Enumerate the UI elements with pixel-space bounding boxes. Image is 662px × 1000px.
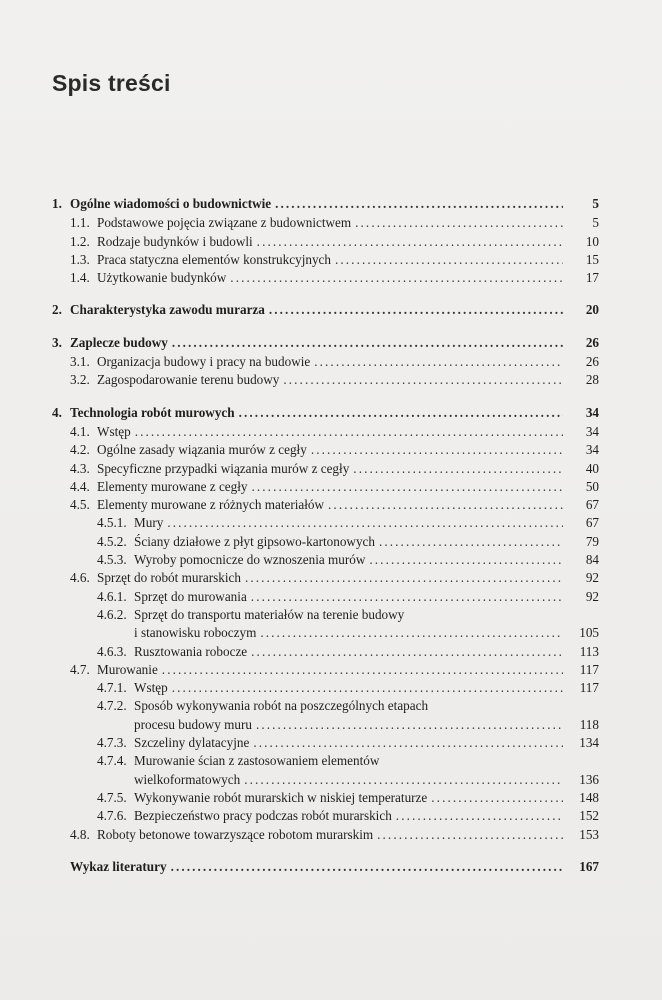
toc-entry-line [70,234,599,250]
toc-entry-title: Roboty betonowe towarzyszące robotom murarskim [97,826,374,842]
toc-entry-title: Sprzęt do transportu materiałów na terenie budowy [134,606,405,622]
toc-entry-page: 15 [585,251,599,267]
toc-gap [52,391,599,405]
toc-entry [52,589,599,607]
toc-entry-line [70,252,599,268]
toc-entry-line [70,372,599,388]
toc-entry [52,859,599,877]
toc-gap [52,845,599,859]
toc-entry [52,215,599,233]
table-of-contents [52,196,599,877]
toc-entry [52,335,599,353]
toc-entry-line [97,534,599,550]
toc-entry-title: Wstęp [97,423,131,439]
toc-entry-number: 4.4. [70,478,90,494]
toc-entry-title-continued: procesu budowy muru [134,716,252,732]
toc-entry-page: 117 [579,680,599,696]
toc-entry-title: Technologia robót murowych [70,404,235,420]
toc-entry-title: Sprzęt do murowania [134,588,247,604]
toc-entry-page: 134 [579,735,599,751]
toc-leader-dots [239,405,563,421]
toc-entry [52,270,599,288]
toc-entry-number: 1. [52,196,62,211]
toc-entry-title: Charakterystyka zawodu murarza [70,302,265,318]
toc-leader-dots [251,589,563,605]
toc-entry-line [97,589,599,605]
toc-entry-number: 1.4. [70,270,90,286]
toc-entry-page: 67 [585,515,599,531]
toc-entry-line [97,644,599,660]
toc-entry-number: 4. [52,404,62,420]
toc-leader-dots [431,790,563,806]
toc-entry-title: Wykonywanie robót murarskich w niskiej temperaturze [134,789,428,805]
toc-entry-number: 4.8. [70,826,90,842]
toc-entry-line [97,753,599,769]
toc-entry-title: Praca statyczna elementów konstrukcyjnych [97,251,331,267]
toc-entry-title: Sposób wykonywania robót na poszczególnych etapach [134,698,429,714]
toc-entry [52,515,599,533]
toc-leader-dots [172,680,563,696]
toc-entry-title: Wstęp [134,680,168,696]
toc-entry-page: 92 [585,588,599,604]
toc-entry [52,552,599,570]
toc-entry-number: 4.6.3. [97,643,127,659]
toc-entry-number: 3. [52,334,62,350]
toc-leader-dots [335,252,563,268]
toc-entry-title: Zagospodarowanie terenu budowy [97,372,280,388]
toc-leader-dots [230,270,563,286]
toc-entry [52,442,599,460]
toc-entry-line [70,424,599,440]
toc-leader-dots [353,461,563,477]
toc-entry-line [52,302,599,318]
toc-entry-title-continued: i stanowisku roboczym [134,625,257,641]
toc-entry-number: 4.7. [70,661,90,677]
toc-entry [52,662,599,680]
toc-entry [52,252,599,270]
toc-entry-line [70,479,599,495]
toc-entry [52,497,599,515]
toc-leader-dots [256,717,563,733]
toc-entry-title: Mury [134,515,164,531]
toc-entry-number: 4.3. [70,460,90,476]
toc-entry-number: 4.5.3. [97,552,127,568]
toc-entry-page: 34 [585,423,599,439]
toc-entry-page: 50 [585,478,599,494]
toc-entry-page: 79 [585,533,599,549]
toc-entry-title: Bezpieczeństwo pracy podczas robót murarskich [134,808,392,824]
toc-entry-number: 1.3. [70,251,90,267]
toc-gap [52,321,599,335]
toc-entry [52,405,599,423]
toc-entry-number: 4.7.1. [97,680,127,696]
toc-leader-dots [396,808,563,824]
toc-entry-page: 152 [579,808,599,824]
toc-entry-line [70,354,599,370]
toc-entry-page: 17 [585,270,599,286]
toc-entry-title: Ogólne wiadomości o budownictwie [70,196,272,211]
toc-entry-title: Murowanie ścian z zastosowaniem elementów [134,753,380,769]
toc-entry [52,234,599,252]
toc-entry-line [97,698,599,714]
toc-entry-number: 4.5.1. [97,515,127,531]
toc-entry-page: 40 [585,460,599,476]
toc-entry-page: 5 [592,196,599,211]
toc-leader-dots [275,196,563,212]
toc-entry-page: 67 [585,497,599,513]
toc-leader-dots [252,479,564,495]
toc-entry-number: 4.7.6. [97,808,127,824]
toc-entry-title: Specyficzne przypadki wiązania murów z cegły [97,460,350,476]
toc-entry-title: Murowanie [97,661,158,677]
toc-entry [52,534,599,552]
toc-leader-dots [260,625,563,641]
toc-entry-line [97,680,599,696]
toc-entry-number: 4.5. [70,497,90,513]
toc-entry-title: Elementy murowane z różnych materiałów [97,497,325,513]
toc-entry-page: 113 [579,643,599,659]
toc-leader-dots [251,644,563,660]
toc-entry-line [97,515,599,531]
toc-entry [52,354,599,372]
toc-entry-line [97,790,599,806]
toc-gap [52,288,599,302]
toc-entry-number: 2. [52,302,62,318]
toc-entry-number: 3.2. [70,372,90,388]
toc-entry [52,735,599,753]
toc-leader-dots [253,735,563,751]
toc-entry-page: 34 [585,442,599,458]
toc-leader-dots [172,335,563,351]
toc-entry-number: 4.7.2. [97,698,127,714]
toc-entry-number: 1.1. [70,215,90,231]
toc-entry-title: Szczeliny dylatacyjne [134,735,250,751]
toc-entry-page: 34 [585,404,599,420]
toc-leader-dots [377,827,563,843]
toc-entry-page: 167 [579,858,599,874]
toc-entry-number: 4.6. [70,570,90,586]
toc-entry-number: 4.6.2. [97,606,127,622]
toc-entry-page: 118 [579,716,599,732]
toc-leader-dots [355,215,563,231]
toc-entry-title: Ogólne zasady wiązania murów z cegły [97,442,307,458]
toc-leader-dots [135,424,563,440]
toc-leader-dots [162,662,563,678]
toc-entry-line [70,215,599,231]
toc-leader-dots [379,534,563,550]
toc-entry-title: Sprzęt do robót murarskich [97,570,241,586]
toc-entry-page: 136 [579,771,599,787]
toc-entry-page: 84 [585,552,599,568]
toc-leader-dots [269,302,563,318]
toc-entry-title: Wykaz literatury [70,858,167,874]
toc-entry-line [134,772,599,788]
toc-entry-line [97,735,599,751]
toc-entry-page: 5 [592,215,599,231]
toc-entry-page: 92 [585,570,599,586]
toc-entry-number: 4.1. [70,423,90,439]
toc-entry-title: Zaplecze budowy [70,334,168,350]
toc-entry-line [70,461,599,477]
toc-entry-page: 105 [579,625,599,641]
toc-entry [52,607,599,644]
toc-entry-title: Rodzaje budynków i budowli [97,233,253,249]
toc-entry-line [134,717,599,733]
toc-entry-title: Wyroby pomocnicze do wznoszenia murów [134,552,366,568]
toc-entry-line [70,827,599,843]
toc-entry-title: Ściany działowe z płyt gipsowo-kartonowych [134,533,375,549]
toc-entry [52,698,599,735]
toc-entry [52,372,599,390]
toc-entry-page: 28 [585,372,599,388]
toc-entry-number: 4.6.1. [97,588,127,604]
toc-entry-page: 117 [579,661,599,677]
toc-entry [52,808,599,826]
toc-entry [52,644,599,662]
toc-entry-page: 10 [585,233,599,249]
toc-leader-dots [314,354,563,370]
toc-entry-line [52,196,599,212]
toc-entry-page: 153 [579,826,599,842]
toc-leader-dots [283,372,563,388]
toc-entry-line [134,625,599,641]
toc-entry-number: 4.7.5. [97,789,127,805]
toc-entry-number: 1.2. [70,233,90,249]
toc-entry [52,424,599,442]
page-title: Spis treści [52,70,171,96]
toc-entry-title: Organizacja budowy i pracy na budowie [97,354,311,370]
toc-entry-line [70,497,599,513]
toc-entry [52,790,599,808]
toc-entry-title: Elementy murowane z cegły [97,478,248,494]
toc-leader-dots [328,497,563,513]
toc-leader-dots [369,552,563,568]
toc-leader-dots [167,515,563,531]
toc-entry [52,196,599,214]
toc-entry-number: 4.7.4. [97,753,127,769]
toc-entry-number: 3.1. [70,354,90,370]
toc-entry [52,570,599,588]
toc-entry-title: Rusztowania robocze [134,643,248,659]
toc-entry-line [70,570,599,586]
toc-entry-line [70,662,599,678]
toc-entry-line [52,335,599,351]
toc-entry [52,753,599,790]
toc-entry-number: 4.2. [70,442,90,458]
toc-entry-title: Podstawowe pojęcia związane z budownictwem [97,215,352,231]
toc-entry-page: 20 [585,302,599,318]
toc-leader-dots [311,442,563,458]
toc-entry-line [70,442,599,458]
toc-leader-dots [245,570,563,586]
toc-entry-line [97,552,599,568]
toc-entry [52,479,599,497]
toc-entry-number: 4.7.3. [97,735,127,751]
toc-entry-line [97,607,599,623]
toc-entry-title-continued: wielkoformatowych [134,771,241,787]
toc-entry-title: Użytkowanie budynków [97,270,227,286]
toc-entry-page: 148 [579,789,599,805]
toc-entry [52,827,599,845]
toc-leader-dots [171,859,563,875]
toc-leader-dots [244,772,563,788]
toc-entry-line [52,405,599,421]
toc-entry-line [52,859,599,875]
toc-entry-page: 26 [585,354,599,370]
toc-entry [52,302,599,320]
toc-entry-number: 4.5.2. [97,533,127,549]
toc-entry-page: 26 [585,334,599,350]
toc-entry [52,680,599,698]
toc-leader-dots [257,234,563,250]
toc-entry-line [97,808,599,824]
toc-entry [52,461,599,479]
toc-entry-line [70,270,599,286]
